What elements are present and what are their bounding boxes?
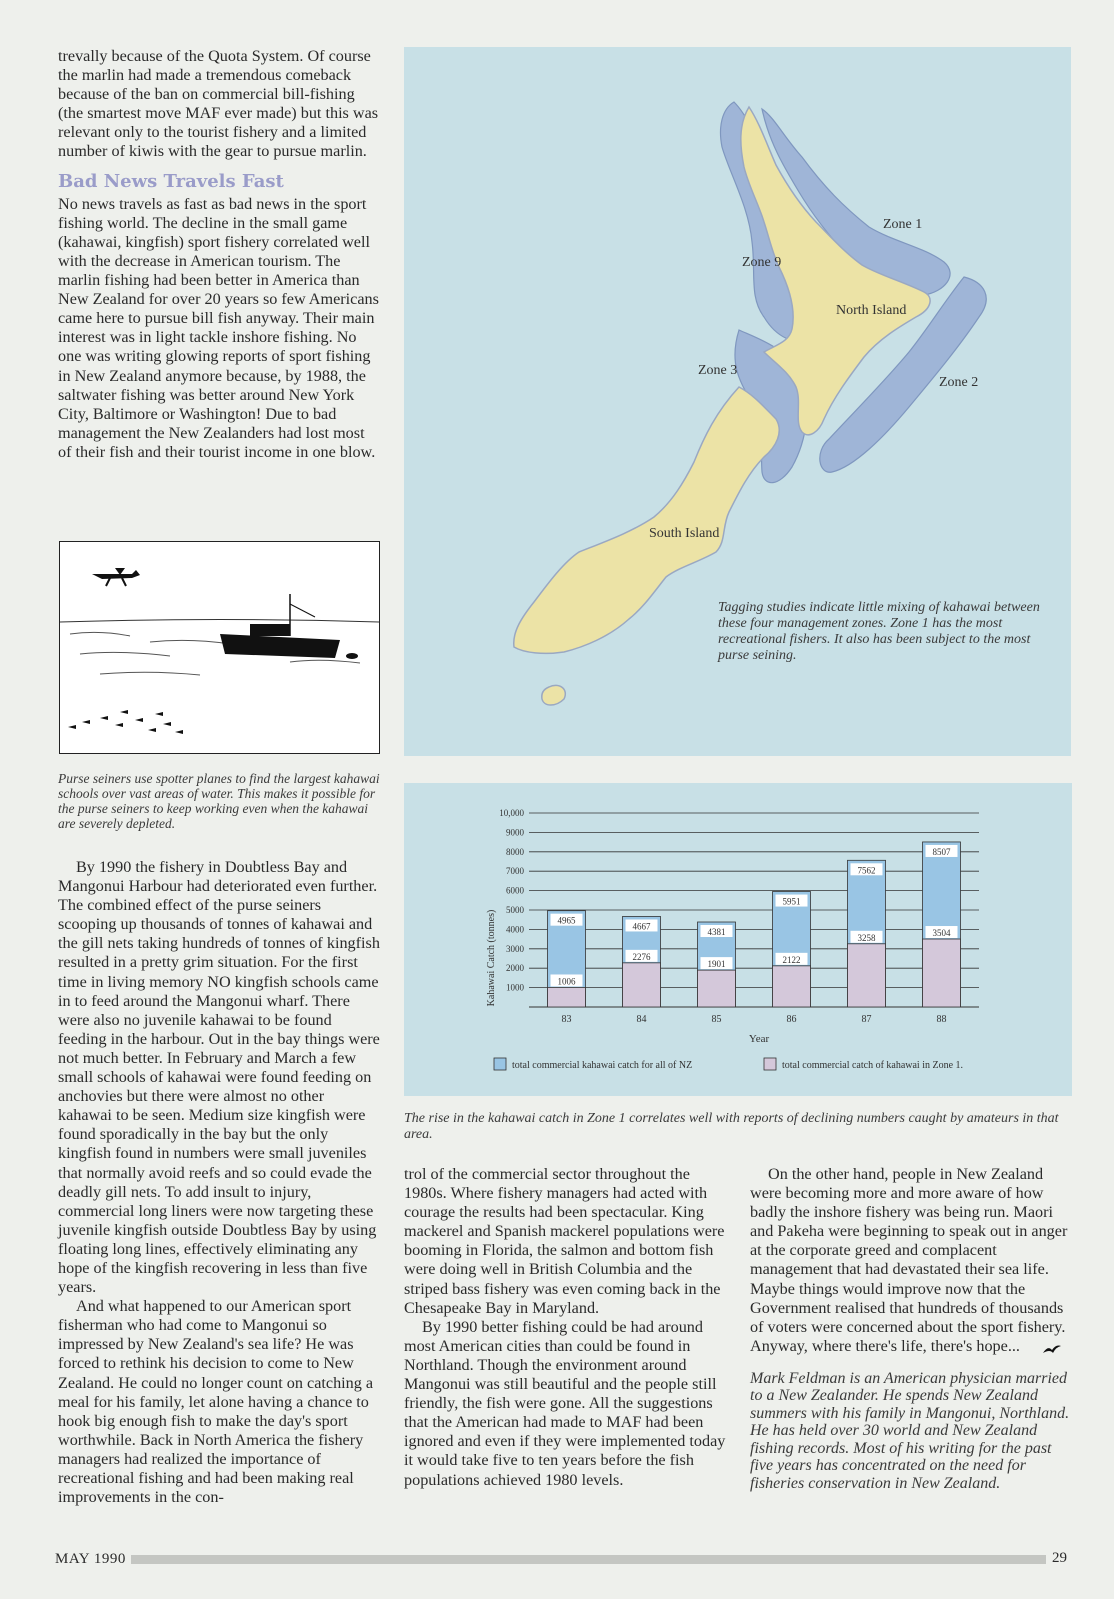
data-label-nz: 5951	[782, 896, 801, 907]
body-paragraph: And what happened to our American sport fisherman who had come to Mangonui so impressed by New Zealand's sea life? He was forced to rethink his decision to come to New Zealand. He could no longer count on catching a meal for his family, let alone having a chance to hook big enough fish to make the day's sport worthwhile. Back in North America the fishery managers had realized the importance of recreational fishing and had been making real improvements in the con-	[58, 1297, 374, 1507]
map-caption: Tagging studies indicate little mixing of kahawai between these four management zones. Zone 1 has the most recreational fishers. It also has been subject to the most purse seining.	[718, 600, 1040, 663]
x-tick-label: 88	[936, 1014, 947, 1025]
author-bio: Mark Feldman is an American physician married to a New Zealander. He spends New Zealand summers with his family in Mangonui, Northland. He has held over 30 world and New Zealand fishing records. Most of his writing for the past five years has concentrated on the need for fisheries conservation in New Zealand.	[750, 1369, 1070, 1492]
south-island-label: South Island	[649, 526, 720, 541]
purse-seiner-illustration	[59, 541, 380, 754]
left-column-continued	[58, 858, 380, 1507]
y-tick-label: 1000	[506, 982, 524, 993]
y-tick-label: 6000	[506, 885, 524, 896]
zone-map	[404, 47, 1071, 756]
seagull-icon	[1024, 1341, 1044, 1353]
data-label-nz: 8507	[932, 846, 951, 857]
right-column	[750, 1165, 1074, 1492]
bar-zone1	[698, 970, 736, 1007]
bar-zone1	[773, 966, 811, 1007]
zone-9-label: Zone 9	[742, 255, 782, 270]
middle-column	[404, 1165, 726, 1490]
data-label-nz: 4667	[632, 921, 651, 932]
bar-zone1	[548, 987, 586, 1007]
y-tick-label: 2000	[506, 963, 524, 974]
y-tick-label: 10,000	[499, 808, 524, 818]
x-tick-label: 83	[561, 1014, 572, 1025]
spotter-plane-icon	[92, 568, 140, 586]
x-tick-label: 85	[711, 1014, 722, 1025]
body-paragraph: By 1990 better fishing could be had around most American cities than could be found in Northland. Though the environment around Mangonui was still beautiful and the people still friendly, the fish were gone. All the suggestions that the American had made to MAF had been ignored and even if they were implemented today it would take five to ten years before the fish populations achieved 1980 levels.	[404, 1317, 726, 1489]
fish-school-icon	[68, 710, 183, 734]
y-tick-label: 8000	[506, 846, 524, 857]
kahawai-catch-chart	[404, 783, 1072, 1096]
body-paragraph: On the other hand, people in New Zealand were becoming more and more aware of how badly the inshore fishery was being run. Maori and Pakeha were beginning to speak out in anger at the corporate greed and complacent management that had devastated their sea life. Maybe things would improve now that the Government realised that hundreds of thousands of voters were concerned about the sport fishery. Anyway, where there's life, there's hope...	[750, 1165, 1068, 1355]
purse-seiner-boat-icon	[220, 594, 358, 659]
intro-paragraph: trevally because of the Quota System. Of course the marlin had made a tremendous comeback because of the ban on commercial bill-fishing (the smartest move MAF ever made) but this was relevant only to the tourist fishery and a limited number of kiwis with the gear to pursue marlin.	[58, 47, 379, 161]
x-tick-label: 87	[861, 1014, 872, 1025]
zone-1-label: Zone 1	[883, 217, 923, 232]
data-label-nz: 4965	[557, 915, 576, 926]
data-label-zone1: 3258	[857, 932, 876, 943]
y-tick-label: 3000	[506, 943, 524, 954]
legend-label-nz: total commercial kahawai catch for all of NZ	[512, 1060, 693, 1071]
data-label-zone1: 2122	[782, 954, 801, 965]
x-tick-label: 86	[786, 1014, 797, 1025]
x-tick-label: 84	[636, 1014, 647, 1025]
north-island-label: North Island	[836, 303, 907, 318]
data-label-nz: 4381	[707, 927, 726, 938]
page-number: 29	[1052, 1550, 1067, 1566]
illustration-caption: Purse seiners use spotter planes to find the largest kahawai schools over vast areas of water. This makes it possible for the purse seiners to keep working even when the kahawai are severely depleted.	[58, 771, 380, 831]
legend-swatch-nz	[494, 1058, 506, 1070]
legend-label-zone1: total commercial catch of kahawai in Zone 1.	[782, 1060, 964, 1071]
section-heading: Bad News Travels Fast	[58, 170, 284, 192]
chart-caption: The rise in the kahawai catch in Zone 1 correlates well with reports of declining numbers caught by amateurs in that area.	[404, 1111, 1059, 1142]
zone-3-label: Zone 3	[698, 363, 738, 378]
bar-zone1	[848, 944, 886, 1007]
body-paragraph: No news travels as fast as bad news in the sport fishing world. The decline in the small game (kahawai, kingfish) sport fishery correlated well with the decrease in American tourism. The marlin fishing had been better in America than New Zealand for over 20 years so few Americans came here to pursue bill fish anyway. Their main interest was in light tackle inshore fishing. No one was writing glowing reports of sport fishing in New Zealand anymore because, by 1988, the saltwater fishing was better around New York City, Baltimore or Washington! Due to bad management the New Zealanders had lost most of their fish and their tourist income in one blow.	[58, 194, 379, 461]
y-tick-label: 5000	[506, 905, 524, 915]
body-paragraph: trol of the commercial sector throughout the 1980s. Where fishery managers had acted with courage the results had been spectacular. King mackerel and Spanish mackerel populations were booming in Florida, the salmon and bottom fish were doing well in British Columbia and the striped bass fishery was even coming back in the Chesapeake Bay in Maryland.	[404, 1165, 725, 1317]
footer-rule	[131, 1555, 1046, 1564]
data-label-zone1: 1006	[557, 976, 576, 987]
bar-zone1	[923, 939, 961, 1007]
data-label-nz: 7562	[857, 865, 876, 876]
left-column	[58, 47, 381, 462]
data-label-zone1: 3504	[932, 928, 951, 939]
zone-2-label: Zone 2	[939, 375, 979, 390]
body-paragraph: By 1990 the fishery in Doubtless Bay and Mangonui Harbour had deteriorated even further. The combined effect of the purse seiners scooping up thousands of tonnes of kahawai and the gill nets taking hundreds of tonnes of kingfish resulted in a pretty grim situation. For the first time in living memory NO kingfish schools came in to feed around the Mangonui wharf. There were also no juvenile kahawai to be found feeding in the harbour. Out in the bay things were not much better. In February and March a few small schools of kahawai were found feeding on anchovies but there were almost no other kahawai to be seen. Medium size kingfish were found sporadically in the bay but the only kingfish found in numbers were small juveniles that normally avoid reefs and so could evade the deadly gill nets. To add insult to injury, commercial long liners were now targeting these juvenile kingfish outside Doubtless Bay by using floating long lines, effectively eliminating any hope of the kingfish recovering in less than five years.	[58, 858, 380, 1297]
y-tick-label: 9000	[506, 827, 524, 838]
issue-date: MAY 1990	[55, 1551, 126, 1567]
bar-zone1	[623, 963, 661, 1007]
data-label-zone1: 1901	[707, 959, 726, 970]
data-label-zone1: 2276	[632, 951, 651, 962]
legend-swatch-zone1	[764, 1058, 776, 1070]
y-tick-label: 7000	[506, 866, 524, 877]
y-tick-label: 4000	[506, 924, 524, 935]
stewart-island-shape	[542, 685, 566, 705]
x-axis-label: Year	[748, 1033, 770, 1045]
y-axis-label: Kahawai Catch (tonnes)	[486, 909, 497, 1007]
